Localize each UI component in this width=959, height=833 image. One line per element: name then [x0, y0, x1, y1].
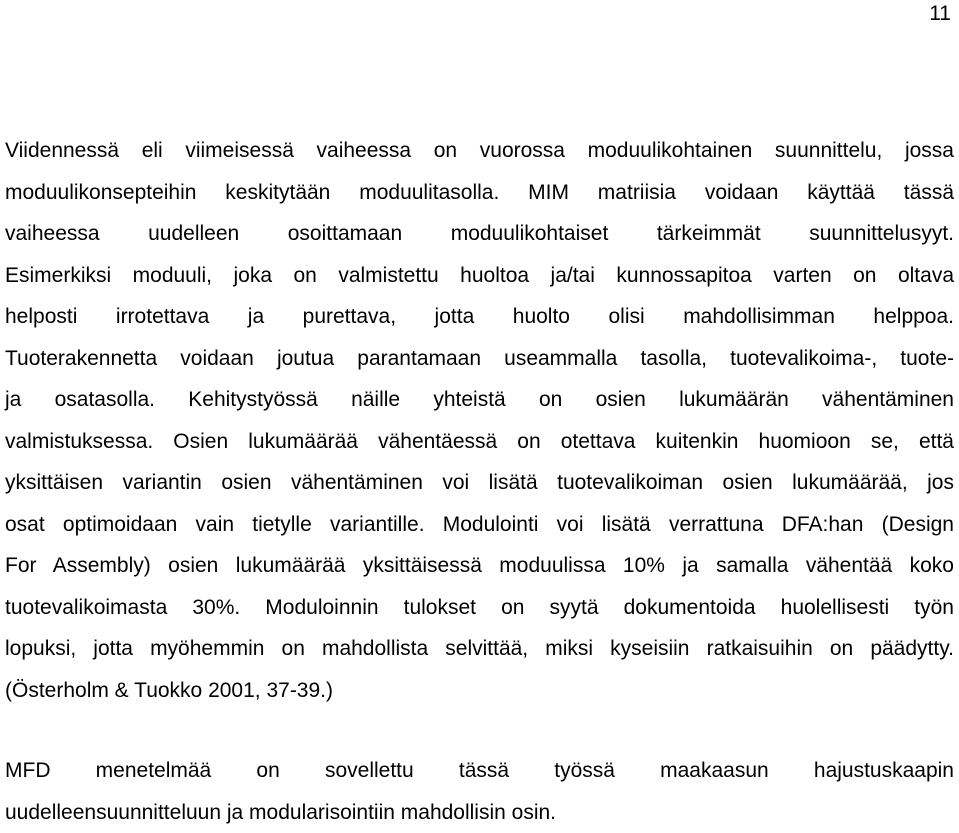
paragraph-line: yksittäisen variantin osien vähentäminen voi lisätä tuotevalikoiman osien lukumäärää, jos	[5, 462, 954, 504]
paragraph-modular-design	[5, 130, 954, 711]
paragraph-line: helposti irrotettava ja purettava, jotta huolto olisi mahdollisimman helppoa.	[5, 296, 954, 338]
paragraph-line: For Assembly) osien lukumäärää yksittäisessä moduulissa 10% ja samalla vähentää koko	[5, 545, 954, 587]
paragraph-line-citation: (Österholm & Tuokko 2001, 37-39.)	[5, 670, 954, 712]
paragraph-line: vaiheessa uudelleen osoittamaan moduulikohtaiset tärkeimmät suunnittelusyyt.	[5, 213, 954, 255]
paragraph-line: lopuksi, jotta myöhemmin on mahdollista selvittää, miksi kyseisiin ratkaisuihin on päädytty.	[5, 628, 954, 670]
paragraph-line: Tuoterakennetta voidaan joutua parantamaan useammalla tasolla, tuotevalikoima-, tuote-	[5, 338, 954, 380]
paragraph-line: valmistuksessa. Osien lukumäärää vähentäessä on otettava kuitenkin huomioon se, että	[5, 421, 954, 463]
paragraph-line: uudelleensuunnitteluun ja modularisointiin mahdollisin osin.	[5, 792, 954, 833]
paragraph-line: osat optimoidaan vain tietylle variantille. Modulointi voi lisätä verrattuna DFA:han (Design	[5, 504, 954, 546]
paragraph-line: MFD menetelmää on sovellettu tässä työssä maakaasun hajustuskaapin	[5, 750, 954, 792]
paragraph-line: moduulikonsepteihin keskitytään moduulitasolla. MIM matriisia voidaan käyttää tässä	[5, 172, 954, 214]
paragraph-line: tuotevalikoimasta 30%. Moduloinnin tulokset on syytä dokumentoida huolellisesti työn	[5, 587, 954, 629]
paragraph-line: Esimerkiksi moduuli, joka on valmistettu huoltoa ja/tai kunnossapitoa varten on oltava	[5, 255, 954, 297]
paragraph-line: Viidennessä eli viimeisessä vaiheessa on vuorossa moduulikohtainen suunnittelu, jossa	[5, 130, 954, 172]
paragraph-line: ja osatasolla. Kehitystyössä näille yhteistä on osien lukumäärän vähentäminen	[5, 379, 954, 421]
paragraph-mfd-application	[5, 750, 954, 833]
page-number: 11	[929, 2, 951, 26]
